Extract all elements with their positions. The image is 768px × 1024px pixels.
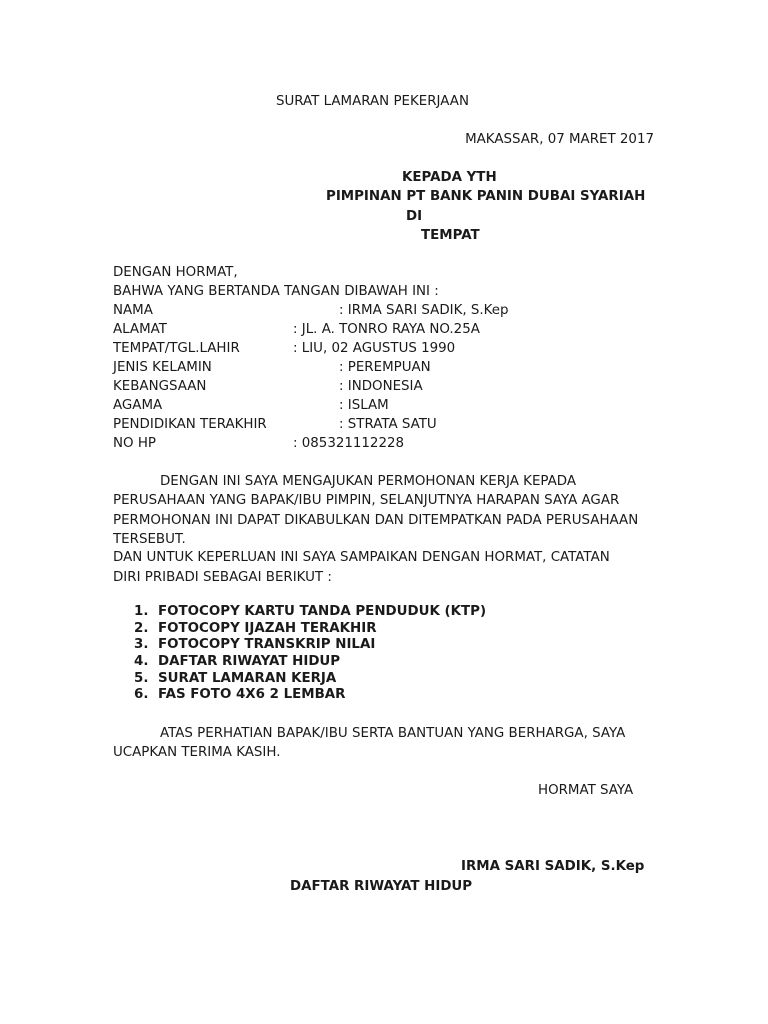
field-value: : 085321112228	[293, 436, 405, 451]
field-value: : INDONESIA	[339, 379, 423, 394]
next-page-heading: DAFTAR RIWAYAT HIDUP	[290, 879, 473, 894]
field-value: : STRATA SATU	[339, 417, 437, 432]
paragraph-line: TERSEBUT.	[113, 532, 186, 547]
recipient-line-1: KEPADA YTH	[402, 170, 497, 185]
list-number: 6.	[134, 687, 149, 703]
field-value: : PEREMPUAN	[339, 360, 431, 375]
list-number: 3.	[134, 637, 149, 653]
list-number: 4.	[134, 654, 149, 670]
recipient-line-2: PIMPINAN PT BANK PANIN DUBAI SYARIAH	[326, 189, 646, 204]
recipient-line-3: DI	[406, 209, 423, 224]
list-number: 5.	[134, 670, 149, 686]
list-text: DAFTAR RIWAYAT HIDUP	[158, 654, 341, 670]
list-text: FAS FOTO 4X6 2 LEMBAR	[158, 687, 346, 703]
field-label: ALAMAT	[113, 322, 167, 337]
sign-off: HORMAT SAYA	[538, 783, 634, 798]
field-label: KEBANGSAAN	[113, 379, 207, 394]
paragraph-line: ATAS PERHATIAN BAPAK/IBU SERTA BANTUAN YANG BERHARGA, SAYA	[160, 726, 626, 741]
salutation: DENGAN HORMAT,	[113, 265, 238, 280]
paragraph-line: PERUSAHAAN YANG BAPAK/IBU PIMPIN, SELANJUTNYA HARAPAN SAYA AGAR	[113, 493, 620, 508]
letter-title: SURAT LAMARAN PEKERJAAN	[276, 94, 469, 109]
paragraph-line: DENGAN INI SAYA MENGAJUKAN PERMOHONAN KERJA KEPADA	[160, 474, 577, 489]
list-text: FOTOCOPY IJAZAH TERAKHIR	[158, 620, 377, 636]
list-text: SURAT LAMARAN KERJA	[158, 670, 337, 686]
field-value: : JL. A. TONRO RAYA NO.25A	[293, 322, 480, 337]
field-label: TEMPAT/TGL.LAHIR	[113, 341, 240, 356]
paragraph-line: UCAPKAN TERIMA KASIH.	[113, 745, 281, 760]
field-label: JENIS KELAMIN	[113, 360, 212, 375]
list-text: FOTOCOPY KARTU TANDA PENDUDUK (KTP)	[158, 604, 487, 619]
paragraph-line: PERMOHONAN INI DAPAT DIKABULKAN DAN DITEMPATKAN PADA PERUSAHAAN	[113, 513, 639, 528]
field-value: : LIU, 02 AGUSTUS 1990	[293, 341, 456, 356]
list-number: 2.	[134, 620, 149, 636]
intro-line: BAHWA YANG BERTANDA TANGAN DIBAWAH INI :	[113, 284, 439, 299]
field-label: NAMA	[113, 303, 153, 318]
letter-date: MAKASSAR, 07 MARET 2017	[465, 132, 654, 147]
field-label: NO HP	[113, 436, 156, 451]
field-value: : ISLAM	[339, 398, 389, 413]
field-label: PENDIDIKAN TERAKHIR	[113, 417, 267, 432]
paragraph-line: DIRI PRIBADI SEBAGAI BERIKUT :	[113, 570, 332, 585]
signature-name: IRMA SARI SADIK, S.Kep	[461, 859, 645, 874]
paragraph-line: DAN UNTUK KEPERLUAN INI SAYA SAMPAIKAN DENGAN HORMAT, CATATAN	[113, 550, 610, 565]
list-text: FOTOCOPY TRANSKRIP NILAI	[158, 637, 376, 653]
field-value: : IRMA SARI SADIK, S.Kep	[339, 303, 509, 318]
list-number: 1.	[134, 604, 149, 619]
field-label: AGAMA	[113, 398, 163, 413]
recipient-line-4: TEMPAT	[421, 228, 480, 243]
